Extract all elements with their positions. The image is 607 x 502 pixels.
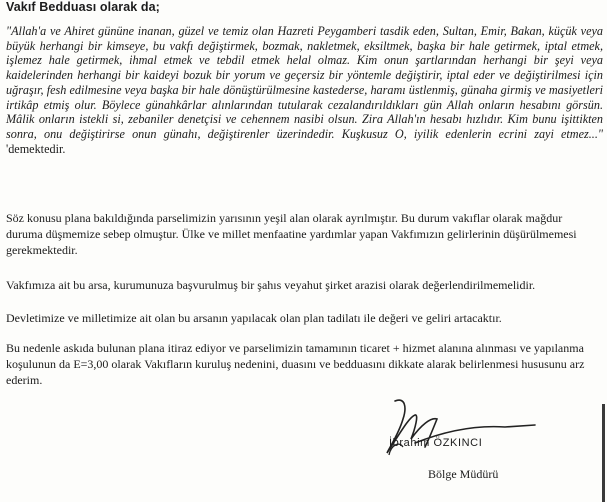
quote-text: "Allah'a ve Ahiret gününe inanan, güzel ve temiz olan Hazreti Peygamberi tasdik eden, Sultan, Emir, Bakan, küçük veya büyük herhangi bir kimseye, bu vakfı değiştirmek, bozmak, nakletmek, eksiltmek, başka bir hale getirmek, iptal etmek, işlemez hale getirmek, ihmal etmek ve tebdil etmek helal olmaz. Kim onun şartlarından herhangi bir şeyi veya kaidelerinden herhangi bir kaideyi bozuk bir yorum ve geçersiz bir yöntemle değiştirir, iptal eder ve değiştirilmesi için uğraşır, fesh edilmesine veya başka bir hale dönüştürülmesine kastederse, haramı üstlenmiş, günaha girmiş ve masiyetleri irtikâp etmiş olur. Böylece günahkârlar alınlarından tutularak cezalandırıldıkları gün Allah onların hesabını görsün. Mâlik onların istekli si, zebaniler denetçisi ve cehennem nasibi olsun. Zira Allah'ın hesabı hızlıdır. Kim bunu işittikten sonra, onu değiştirirse onun günahı, değiştirenler üzerindedir. Kuşkusuz O, iyilik edenlerin ecrini zayi etmez..." xyxy=(6,24,603,141)
paragraph-value-increase: Devletimize ve milletimize ait olan bu arsanın yapılacak olan plan tadilatı ile değeri ve geliri artacaktır. xyxy=(6,311,502,325)
quote-tail: 'demektedir. xyxy=(6,141,66,156)
paragraph-green-area: Söz konusu plana bakıldığında parselimizin yarısının yeşil alan olarak ayrılmıştır. Bu durum vakıflar olarak mağdur duruma düşmemize sebep olmuştur. Ülke ve millet menfaatine yardımlar yapan Vakfımızın gelirlerinin düşürülmemesi gerekmektedir. xyxy=(6,211,577,257)
section-heading: Vakıf Bedduası olarak da; xyxy=(6,0,160,14)
waqf-curse-quote xyxy=(6,24,603,156)
signer-title: Bölge Müdürü xyxy=(428,467,499,481)
paragraph-not-private-land: Vakfımıza ait bu arsa, kurumunuza başvurulmuş bir şahıs veyahut şirket arazisi olarak değerlendirilmemelidir. xyxy=(6,278,536,292)
handwritten-signature xyxy=(385,395,555,465)
signer-name: İbrahim ÖZKINCI xyxy=(389,437,483,449)
paragraph-objection-request: Bu nedenle askıda bulunan plana itiraz ediyor ve parselimizin tamamının ticaret + hizmet alanına alınması ve yapılanma koşulunun da E=3,00 olarak Vakıfların kuruluş nedenini, duasını ve bedduasını dikkate alarak belirlenmesi hususunu arz ederim. xyxy=(6,341,585,387)
page-edge-shadow xyxy=(602,404,605,502)
